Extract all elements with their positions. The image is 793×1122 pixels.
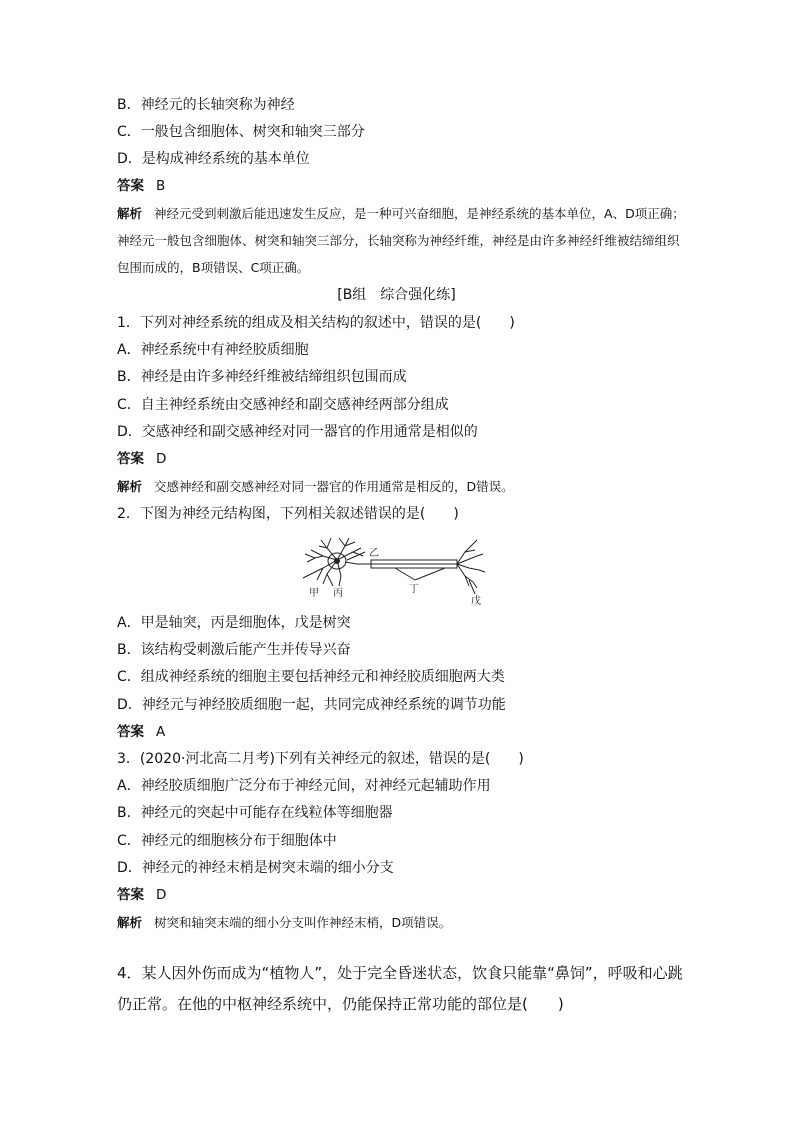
- q2-option-a: A．甲是轴突，丙是细胞体，戊是树突: [117, 615, 351, 631]
- q1-option-d: D．交感神经和副交感神经对同一器官的作用通常是相似的: [117, 424, 478, 440]
- answer-label: 答案: [117, 178, 144, 194]
- answer-label: 答案: [117, 887, 144, 903]
- answer-value: A: [156, 724, 166, 740]
- prev-answer: [117, 176, 165, 196]
- answer-value: D: [156, 887, 167, 903]
- explanation-text: 神经元受到刺激后能迅速发生反应，是一种可兴奋细胞，是神经系统的基本单位，A、D项正确；神经元一般包含细胞体、树突和轴突三部分，长轴突称为神经纤维，神经是由许多神经纤维被结缔组织包围而成的，B项错误、C项正确。: [117, 206, 685, 275]
- explanation-label: 解析: [117, 206, 143, 221]
- explanation-label: 解析: [117, 915, 143, 930]
- q2-answer: [117, 722, 165, 742]
- prev-option-d: D．是构成神经系统的基本单位: [117, 151, 310, 167]
- answer-value: B: [156, 178, 166, 194]
- q3-answer: [117, 885, 166, 905]
- label-wu: 戊: [471, 596, 481, 606]
- neuron-diagram: [297, 534, 493, 606]
- neuron-drawing: [303, 538, 485, 594]
- q3-option-c: C．神经元的细胞核分布于细胞体中: [117, 833, 337, 849]
- q2-option-b: B．该结构受刺激后能产生并传导兴奋: [117, 642, 351, 658]
- q3-option-b: B．神经元的突起中可能存在线粒体等细胞器: [117, 805, 393, 821]
- q1-stem: 1．下列对神经系统的组成及相关结构的叙述中，错误的是( ): [117, 315, 515, 331]
- q3-stem: 3．(2020·河北高二月考)下列有关神经元的叙述，错误的是( ): [117, 751, 524, 767]
- nucleus: [334, 558, 340, 564]
- q3-option-d: D．神经元的神经末梢是树突末端的细小分支: [117, 860, 394, 876]
- q4-stem: 4．某人因外伤而成为“植物人”，处于完全昏迷状态，饮食只能靠“鼻饲”，呼吸和心跳仍正常。在他的中枢神经系统中，仍能保持正常功能的部位是( ): [117, 964, 683, 1013]
- q3-option-a: A．神经胶质细胞广泛分布于神经元间，对神经元起辅助作用: [117, 778, 491, 794]
- q3-explanation: [117, 909, 687, 936]
- q1-explanation: [117, 473, 687, 500]
- prev-option-c: C．一般包含细胞体、树突和轴突三部分: [117, 124, 365, 140]
- label-bing: 丙: [333, 588, 343, 599]
- prev-option-b: B．神经元的长轴突称为神经: [117, 97, 295, 113]
- q1-answer: [117, 449, 166, 469]
- label-jia: 甲: [309, 588, 319, 599]
- q1-option-a: A．神经系统中有神经胶质细胞: [117, 342, 309, 358]
- answer-value: D: [156, 451, 167, 467]
- q1-option-b: B．神经是由许多神经纤维被结缔组织包围而成: [117, 369, 407, 385]
- label-yi: 乙: [369, 548, 379, 559]
- answer-label: 答案: [117, 724, 144, 740]
- q2-stem: 2．下图为神经元结构图，下列相关叙述错误的是( ): [117, 506, 459, 522]
- label-ding: 丁: [409, 584, 419, 595]
- section-title: [B组 综合强化练]: [337, 287, 456, 303]
- q2-option-d: D．神经元与神经胶质细胞一起，共同完成神经系统的调节功能: [117, 697, 506, 713]
- explanation-text: 树突和轴突末端的细小分支叫作神经末梢，D项错误。: [154, 915, 452, 930]
- explanation-text: 交感神经和副交感神经对同一器官的作用通常是相反的，D错误。: [154, 479, 514, 494]
- explanation-label: 解析: [117, 479, 143, 494]
- answer-label: 答案: [117, 451, 144, 467]
- prev-explanation: [117, 200, 687, 281]
- q1-option-c: C．自主神经系统由交感神经和副交感神经两部分组成: [117, 397, 449, 413]
- q2-option-c: C．组成神经系统的细胞主要包括神经元和神经胶质细胞两大类: [117, 669, 505, 685]
